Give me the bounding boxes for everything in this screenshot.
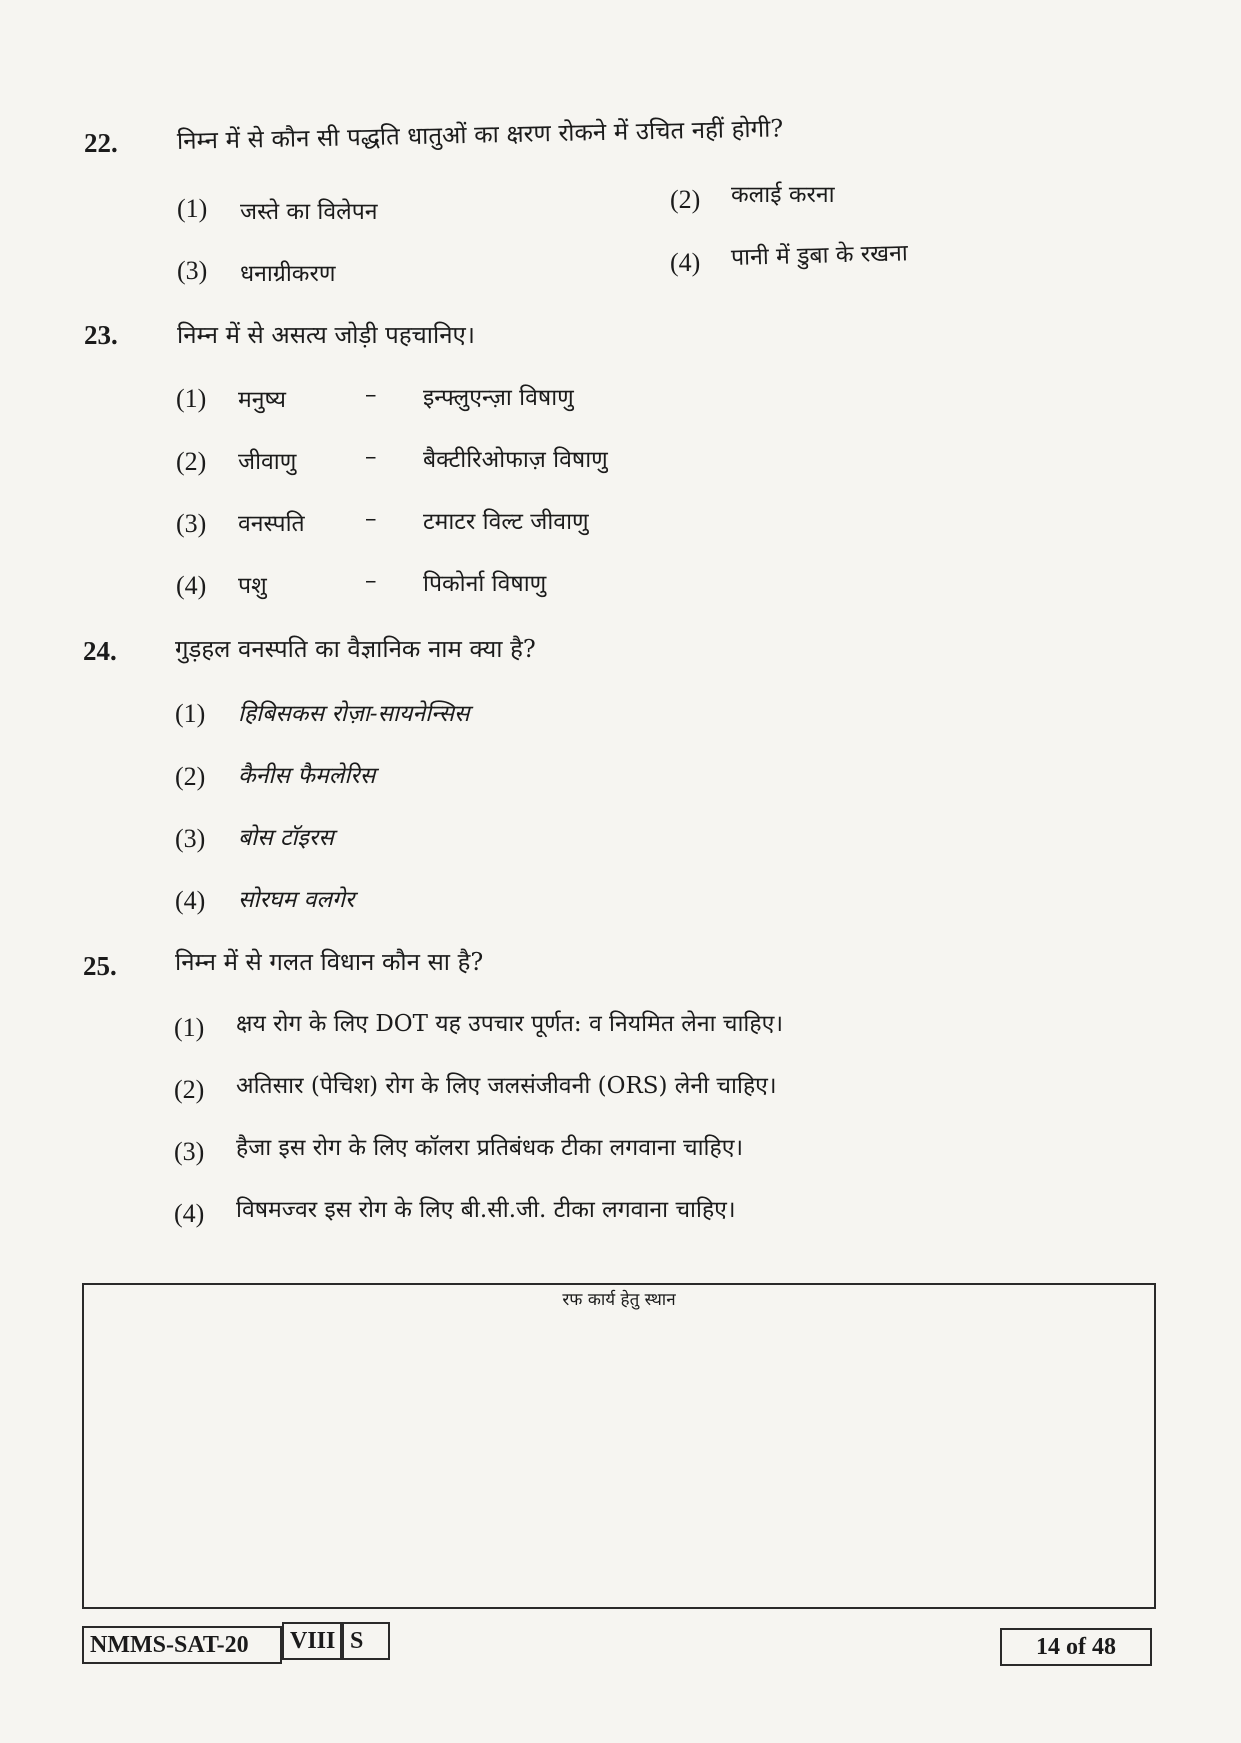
q22-option-2-text: कलाई करना bbox=[731, 182, 835, 208]
q25-option-2-number: (2) bbox=[174, 1075, 205, 1104]
q23-option-1-right: इन्फ्लुएन्ज़ा विषाणु bbox=[423, 385, 574, 411]
question-22-number: 22. bbox=[84, 128, 118, 158]
q23-option-3-right: टमाटर विल्ट जीवाणु bbox=[423, 509, 589, 535]
q24-option-1-text: हिबिसकस रोज़ा-सायनेन्सिस bbox=[238, 701, 470, 727]
q24-option-2-text: कैनीस फैमलेरिस bbox=[238, 763, 376, 789]
exam-code-box bbox=[82, 1626, 282, 1664]
q23-option-1-left: मनुष्य bbox=[238, 387, 287, 413]
q25-option-3-text: हैजा इस रोग के लिए कॉलरा प्रतिबंधक टीका लगवाना चाहिए। bbox=[236, 1135, 744, 1161]
q23-option-2-dash: – bbox=[365, 444, 377, 470]
q25-option-1-number: (1) bbox=[174, 1013, 205, 1042]
q24-option-3-text: बोस टॉइरस bbox=[238, 825, 334, 851]
q23-option-2-number: (2) bbox=[176, 447, 207, 476]
q22-option-3-text: धनाग्रीकरण bbox=[240, 261, 336, 287]
q23-option-1-number: (1) bbox=[176, 384, 207, 413]
q24-option-1-number: (1) bbox=[175, 699, 206, 728]
page-number: 14 of 48 bbox=[1036, 1634, 1116, 1660]
q22-option-1-text: जस्ते का विलेपन bbox=[240, 199, 378, 225]
q25-option-4-text: विषमज्वर इस रोग के लिए बी.सी.जी. टीका लगवाना चाहिए। bbox=[236, 1197, 736, 1223]
question-25-text: निम्न में से गलत विधान कौन सा है? bbox=[175, 948, 484, 976]
q23-option-2-right: बैक्टीरिओफाज़ विषाणु bbox=[423, 447, 608, 473]
q23-option-2-left: जीवाणु bbox=[238, 449, 297, 475]
question-23-number: 23. bbox=[84, 320, 118, 350]
q22-option-2-number: (2) bbox=[670, 185, 701, 214]
q25-option-2-text: अतिसार (पेचिश) रोग के लिए जलसंजीवनी (ORS) लेनी चाहिए। bbox=[236, 1073, 777, 1099]
page-number-box bbox=[1000, 1628, 1152, 1666]
q25-option-3-number: (3) bbox=[174, 1137, 205, 1166]
class-box bbox=[282, 1622, 342, 1660]
q23-option-4-right: पिकोर्ना विषाणु bbox=[423, 571, 547, 597]
question-25-number: 25. bbox=[83, 951, 117, 981]
q25-option-1-text: क्षय रोग के लिए DOT यह उपचार पूर्णत: व नियमित लेना चाहिए। bbox=[236, 1011, 784, 1037]
question-22-text: निम्न में से कौन सी पद्धति धातुओं का क्षरण रोकने में उचित नहीं होगी? bbox=[176, 114, 784, 155]
q25-option-4-number: (4) bbox=[174, 1199, 205, 1228]
question-23-text: निम्न में से असत्य जोड़ी पहचानिए। bbox=[177, 321, 475, 349]
q24-option-2-number: (2) bbox=[175, 762, 206, 791]
q23-option-1-dash: – bbox=[365, 382, 377, 408]
q23-option-4-dash: – bbox=[365, 568, 377, 594]
series-box bbox=[342, 1622, 390, 1660]
q22-option-1-number: (1) bbox=[177, 194, 208, 223]
q23-option-3-dash: – bbox=[365, 506, 377, 532]
q22-option-3-number: (3) bbox=[177, 256, 208, 285]
rough-work-label: रफ कार्य हेतु स्थान bbox=[562, 1290, 676, 1310]
q22-option-4-number: (4) bbox=[670, 248, 701, 277]
q24-option-4-text: सोरघम वलगेर bbox=[238, 887, 355, 913]
class-label: VIII bbox=[290, 1628, 336, 1654]
q23-option-3-number: (3) bbox=[176, 509, 207, 538]
q22-option-4-text: पानी में डुबा के रखना bbox=[730, 240, 909, 271]
q23-option-4-number: (4) bbox=[176, 571, 207, 600]
q23-option-4-left: पशु bbox=[238, 573, 267, 599]
question-24-text: गुड़हल वनस्पति का वैज्ञानिक नाम क्या है? bbox=[175, 635, 536, 663]
q23-option-3-left: वनस्पति bbox=[238, 511, 305, 537]
q24-option-4-number: (4) bbox=[175, 886, 206, 915]
q24-option-3-number: (3) bbox=[175, 824, 206, 853]
question-24-number: 24. bbox=[83, 636, 117, 666]
exam-code: NMMS-SAT-20 bbox=[90, 1632, 249, 1658]
rough-work-area bbox=[82, 1283, 1156, 1609]
series-label: S bbox=[350, 1628, 364, 1654]
